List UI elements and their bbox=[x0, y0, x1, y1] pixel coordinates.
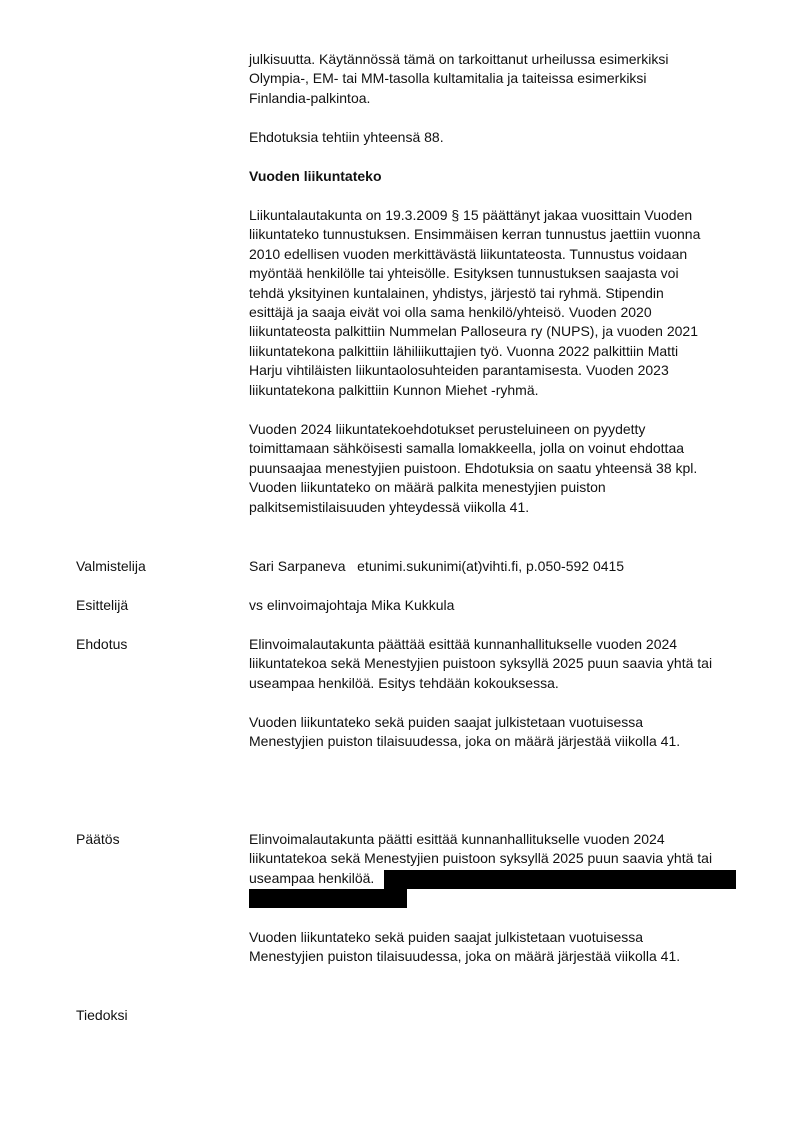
text-line: 2010 edellisen vuoden merkittävästä liikuntateosta. Tunnustus voidaan bbox=[249, 245, 688, 262]
text-line: Elinvoimalautakunta päättää esittää kunnanhallitukselle vuoden 2024 bbox=[249, 636, 678, 652]
text-line: tehdä yksityinen kuntalainen, yhdistys, järjestö tai ryhmä. Stipendin bbox=[249, 284, 664, 301]
ehdotus-paragraph-2 bbox=[249, 713, 739, 752]
section-paragraph-2 bbox=[249, 420, 739, 517]
text-line: liikuntateosta palkittiin Nummelan Palloseura ry (NUPS), ja vuoden 2021 bbox=[249, 323, 698, 340]
paatos-label: Päätös bbox=[76, 831, 120, 847]
paatos-paragraph-2 bbox=[249, 928, 739, 967]
text-line: Menestyjien puiston tilaisuudessa, joka on määrä järjestää viikolla 41. bbox=[249, 948, 681, 965]
valmistelija-value bbox=[249, 557, 739, 576]
redaction-bar bbox=[249, 889, 407, 908]
esittelija-label: Esittelijä bbox=[76, 597, 129, 613]
section-heading-text: Vuoden liikuntateko bbox=[249, 168, 382, 184]
text-line: myöntää henkilölle tai yhteisölle. Esityksen tunnustuksen saajasta voi bbox=[249, 265, 679, 282]
text-line: liikuntatekoa sekä Menestyjien puistoon syksyllä 2025 puun saavia yhtä tai bbox=[249, 655, 713, 672]
text-line: Vuoden liikuntateko sekä puiden saajat julkistetaan vuotuisessa bbox=[249, 714, 644, 730]
text-line: Vuoden liikuntateko on määrä palkita menestyjien puiston bbox=[249, 479, 606, 496]
text-line: useampaa henkilöä. Esitys tehdään kokouksessa. bbox=[249, 674, 559, 691]
section-heading bbox=[249, 167, 739, 186]
text-line: toimittamaan sähköisesti samalla lomakkeella, jolla on voinut ehdottaa bbox=[249, 440, 685, 457]
esittelija-value bbox=[249, 596, 739, 615]
text-line: Harju vihtiläisten liikuntaolosuhteiden parantamisesta. Vuoden 2023 bbox=[249, 362, 669, 379]
text-line: Liikuntalautakunta on 19.3.2009 § 15 päättänyt jakaa vuosittain Vuoden bbox=[249, 207, 693, 223]
ehdotus-label: Ehdotus bbox=[76, 636, 128, 652]
text-line: palkitsemistilaisuuden yhteydessä viikolla 41. bbox=[249, 498, 530, 515]
text-line: Elinvoimalautakunta päätti esittää kunnanhallitukselle vuoden 2024 bbox=[249, 831, 665, 847]
intro-paragraph bbox=[249, 50, 739, 108]
text-line: liikuntatekona palkittiin Kunnon Miehet -ryhmä. bbox=[249, 381, 539, 398]
section-paragraph-1 bbox=[249, 206, 739, 400]
text-line: julkisuutta. Käytännössä tämä on tarkoittanut urheilussa esimerkiksi bbox=[249, 51, 669, 67]
text-line: liikuntatekona palkittiin lähiliikuttajien työ. Vuonna 2022 palkittiin Matti bbox=[249, 342, 679, 359]
tiedoksi-label: Tiedoksi bbox=[76, 1007, 128, 1023]
text-line: liikuntatekoa sekä Menestyjien puistoon syksyllä 2025 puun saavia yhtä tai bbox=[249, 850, 713, 867]
text-line: Menestyjien puiston tilaisuudessa, joka on määrä järjestää viikolla 41. bbox=[249, 733, 681, 750]
text-line: esittäjä ja saaja eivät voi olla sama henkilö/yhteisö. Vuoden 2020 bbox=[249, 304, 652, 321]
text-line: Finlandia-palkintoa. bbox=[249, 89, 371, 106]
ehdotus-paragraph-1 bbox=[249, 635, 739, 693]
text-line: liikuntateko tunnustuksen. Ensimmäisen kerran tunnustus jaettiin vuonna bbox=[249, 226, 701, 243]
valmistelija-label: Valmistelija bbox=[76, 558, 146, 574]
redaction-bar bbox=[384, 870, 736, 889]
text-line: useampaa henkilöä. bbox=[249, 869, 375, 886]
proposal-count-paragraph bbox=[249, 128, 739, 147]
esittelija-text: vs elinvoimajohtaja Mika Kukkula bbox=[249, 597, 455, 613]
text-line: Vuoden 2024 liikuntatekoehdotukset perusteluineen on pyydetty bbox=[249, 421, 646, 437]
valmistelija-text: Sari Sarpaneva etunimi.sukunimi(at)vihti.fi, p.050-592 0415 bbox=[249, 558, 625, 574]
text-line: Vuoden liikuntateko sekä puiden saajat julkistetaan vuotuisessa bbox=[249, 929, 644, 945]
text-line: Olympia-, EM- tai MM-tasolla kultamitalia ja taiteissa esimerkiksi bbox=[249, 70, 647, 87]
proposal-count-text: Ehdotuksia tehtiin yhteensä 88. bbox=[249, 129, 444, 145]
text-line: puunsaajaa menestyjien puistoon. Ehdotuksia on saatu yhteensä 38 kpl. bbox=[249, 459, 698, 476]
